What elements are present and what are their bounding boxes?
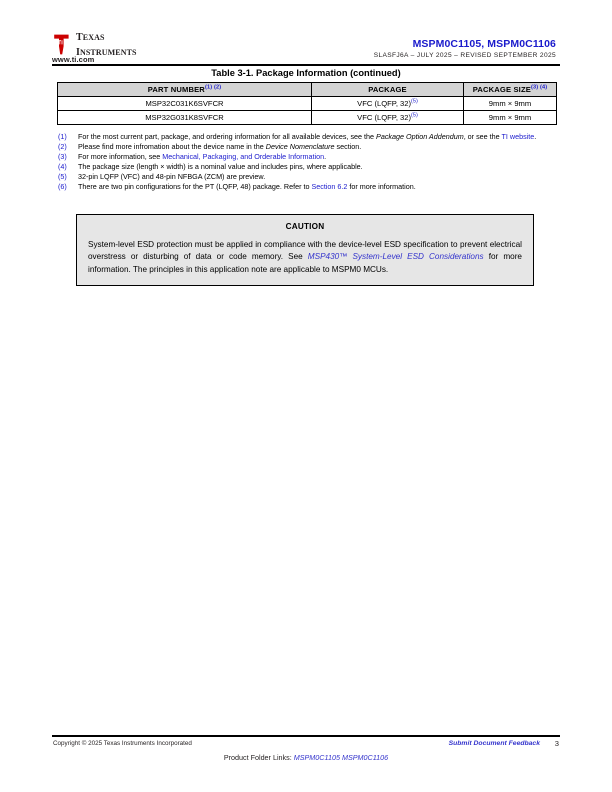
footnote-marker-5: (5) (58, 172, 67, 182)
footnote-1-text-0: For the most current part, package, and ordering information for all available devices, see the (78, 132, 377, 141)
copyright-text: Copyright © 2025 Texas Instruments Incorporated (53, 740, 192, 747)
package-information-table (57, 82, 557, 125)
footnote-2-emphasis-1: Device Nomenclature (265, 142, 335, 152)
cell-part-number: MSP32C031K6SVFCR (58, 97, 312, 111)
footnote-marker-3: (3) (58, 152, 67, 162)
footnote-item (58, 132, 558, 142)
submit-document-feedback-link[interactable]: Submit Document Feedback (448, 740, 540, 747)
column-header-part-number (58, 83, 312, 97)
footnote-6-link-1[interactable]: Section 6.2 (311, 182, 348, 192)
footnote-2-text-0: Please find more infromation about the device name in the (78, 142, 266, 152)
footnote-item (58, 162, 558, 172)
column-header-package-label: PACKAGE (368, 85, 407, 94)
footnote-text-1 (78, 132, 558, 142)
page-header (0, 0, 612, 70)
ti-website-url[interactable]: www.ti.com (52, 55, 95, 64)
cell-package-footnote[interactable]: (5) (411, 98, 418, 105)
footnote-text-3 (78, 152, 558, 162)
footnote-item (58, 152, 558, 162)
product-folder-link-mspm0c1106[interactable]: MSPM0C1106 (341, 753, 389, 762)
footnote-4-text-0: The package size (length × width) is a nominal value and includes pins, where applicable. (78, 162, 363, 172)
footnote-5-text-0: 32-pin LQFP (VFC) and 48-pin NFBGA (ZCM) are preview. (78, 172, 266, 182)
column-header-part-number-label: PART NUMBER (147, 85, 205, 94)
column-header-package-size-label: PACKAGE SIZE (472, 85, 531, 94)
footer-divider (52, 735, 560, 737)
table-caption: Table 3-1. Package Information (continued) (211, 68, 401, 78)
caution-body (88, 239, 522, 276)
product-folder-links (0, 753, 612, 762)
footnote-3-link-1[interactable]: Mechanical, Packaging, and Orderable Information (162, 152, 325, 162)
page-number: 3 (554, 739, 559, 748)
cell-part-number: MSP32G031K8SVFCR (58, 111, 312, 125)
footnote-item (58, 142, 558, 152)
product-folder-link-mspm0c1105[interactable]: MSPM0C1105 (293, 753, 340, 762)
footnote-1-text-2: , or see the (463, 132, 502, 141)
cell-package (312, 111, 464, 125)
footnote-2-text-2: section. (334, 142, 362, 152)
cell-package (312, 97, 464, 111)
caution-link-1[interactable]: MSP430™ System-Level ESD Considerations (307, 252, 484, 262)
footnote-marker-6: (6) (58, 182, 67, 192)
cell-package-label: VFC (LQFP, 32) (357, 113, 412, 122)
footnote-1-link-3[interactable]: TI website (501, 132, 535, 141)
table-row (58, 97, 557, 111)
device-title: MSPM0C1105, MSPM0C1106 (412, 38, 556, 50)
footnote-item (58, 172, 558, 182)
cell-package-size: 9mm × 9mm (464, 111, 557, 125)
column-header-package-size-footnotes[interactable]: (3) (4) (530, 84, 548, 91)
table-row (58, 111, 557, 125)
caution-text-2: for more information. The principles in this application note are applicable to MSPM0 MCUs. (88, 252, 522, 274)
header-divider (52, 64, 560, 66)
footnote-1-emphasis-1: Package Option Addendum (376, 132, 464, 141)
table-header-row (58, 83, 557, 97)
column-header-package-size (464, 83, 557, 97)
footnote-text-4 (78, 162, 558, 172)
column-header-package (312, 83, 464, 97)
texas-instruments-logo-icon (52, 34, 71, 55)
caution-box (76, 214, 534, 286)
ti-wordmark-line2: instruments (76, 44, 137, 59)
footnote-text-5 (78, 172, 558, 182)
footnote-1-text-4: . (534, 132, 537, 141)
footnote-3-text-2: . (324, 152, 327, 162)
caution-text-0: System-level ESD protection must be applied in compliance with the device-level ESD specification to prevent electrical overstress or disturbing of data or code memory. See (88, 240, 522, 262)
cell-package-label: VFC (LQFP, 32) (357, 99, 412, 108)
footnote-text-2 (78, 142, 558, 152)
footnote-marker-4: (4) (58, 162, 67, 172)
cell-package-footnote[interactable]: (5) (411, 112, 418, 119)
document-revision-line: SLASFJ6A – JULY 2025 – REVISED SEPTEMBER 2025 (373, 52, 556, 59)
footnote-item (58, 182, 558, 192)
footnote-6-text-0: There are two pin configurations for the PT (LQFP, 48) package. Refer to (78, 182, 312, 192)
footnote-3-text-0: For more information, see (78, 152, 163, 162)
footnote-text-6 (78, 182, 558, 192)
ti-wordmark-line1: texas (76, 29, 105, 44)
column-header-part-number-footnotes[interactable]: (1) (2) (204, 84, 222, 91)
table-footnotes (58, 132, 558, 193)
footnote-6-text-2: for more information. (347, 182, 416, 192)
footnote-marker-1: (1) (58, 132, 67, 141)
caution-title: CAUTION (285, 222, 325, 231)
footnote-marker-2: (2) (58, 142, 67, 152)
product-folder-links-label: Product Folder Links: (223, 753, 294, 762)
cell-package-size: 9mm × 9mm (464, 97, 557, 111)
